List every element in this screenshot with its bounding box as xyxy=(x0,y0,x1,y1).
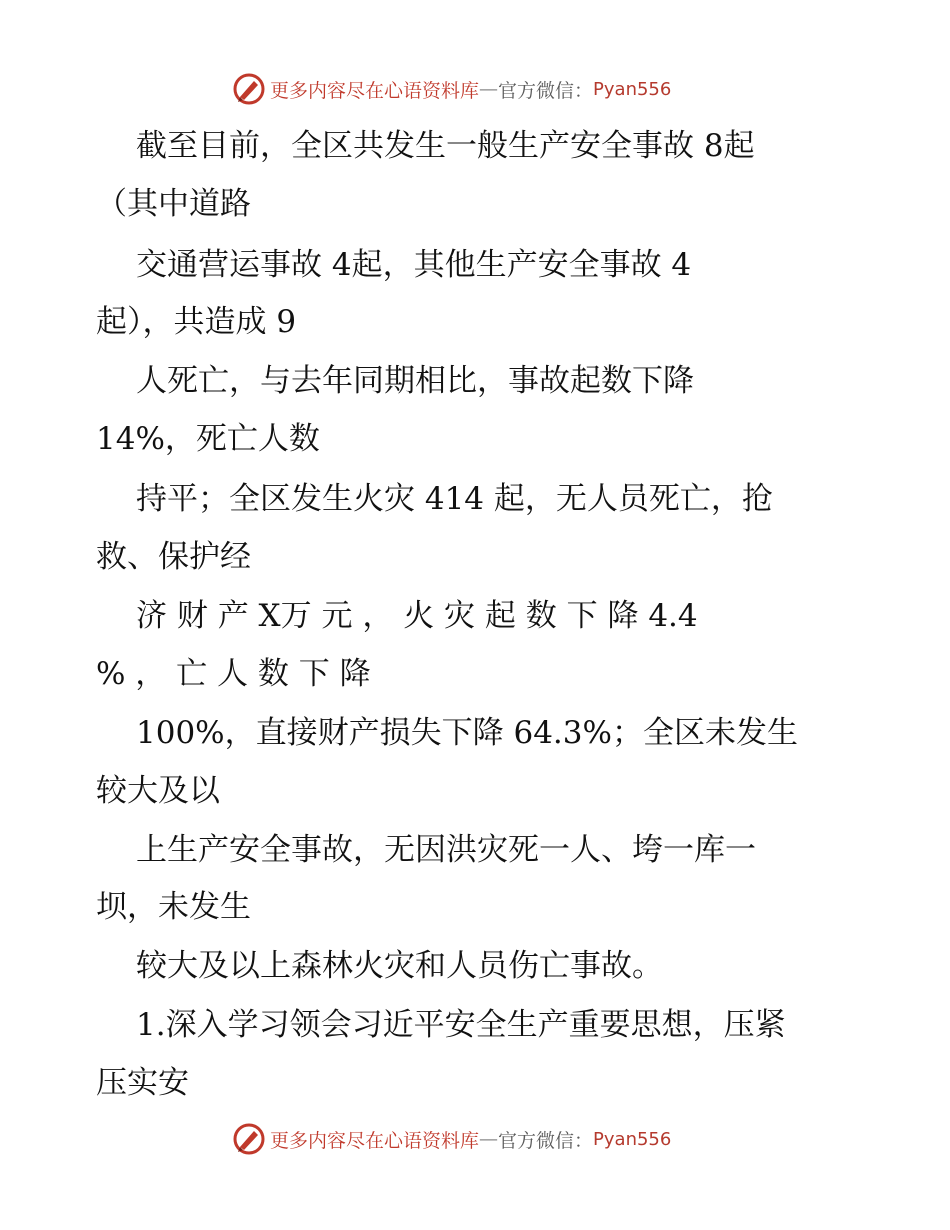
text-line: % ， 亡 人 数 下 降 xyxy=(96,656,371,692)
text-line: 1.深入学习领会习近平安全生产重要思想，压紧 xyxy=(136,1007,786,1043)
text-line: 交通营运事故 4起，其他生产安全事故 4 xyxy=(136,247,692,283)
pen-logo-icon xyxy=(232,72,266,106)
text-line: 14%，死亡人数 xyxy=(96,421,320,457)
watermark-dash: — xyxy=(479,78,499,100)
text-line: 救、保护经 xyxy=(96,539,251,575)
watermark-lead-text: 更多内容尽在心语资料库 xyxy=(270,1129,480,1152)
watermark-dash: — xyxy=(479,1128,499,1150)
text-line: 较大及以上森林火灾和人员伤亡事故。 xyxy=(136,948,663,984)
text-line: 压实安 xyxy=(96,1065,189,1101)
pen-logo-icon xyxy=(232,1122,266,1156)
text-line: （其中道路 xyxy=(96,186,251,222)
text-line: 较大及以 xyxy=(96,773,220,809)
text-line: 人死亡，与去年同期相比，事故起数下降 xyxy=(136,363,694,399)
text-line: 持平；全区发生火灾 414 起，无人员死亡，抢 xyxy=(136,481,773,517)
text-line: 上生产安全事故，无因洪灾死一人、垮一库一 xyxy=(136,832,756,868)
watermark-handle: Pyan556 xyxy=(593,78,672,100)
watermark-wechat-label: 官方微信： xyxy=(498,79,594,102)
text-line: 坝，未发生 xyxy=(96,889,251,925)
watermark-header xyxy=(232,71,671,107)
watermark-wechat-label: 官方微信： xyxy=(498,1129,594,1152)
text-line: 起），共造成 9 xyxy=(96,304,297,340)
watermark-footer xyxy=(232,1121,671,1157)
text-line: 截至目前，全区共发生一般生产安全事故 8起 xyxy=(136,128,755,164)
watermark-handle: Pyan556 xyxy=(593,1128,672,1150)
text-line: 100%，直接财产损失下降 64.3%；全区未发生 xyxy=(136,715,798,751)
watermark-lead-text: 更多内容尽在心语资料库 xyxy=(270,79,480,102)
text-line: 济 财 产 X万 元 ， 火 灾 起 数 下 降 4.4 xyxy=(136,598,698,634)
